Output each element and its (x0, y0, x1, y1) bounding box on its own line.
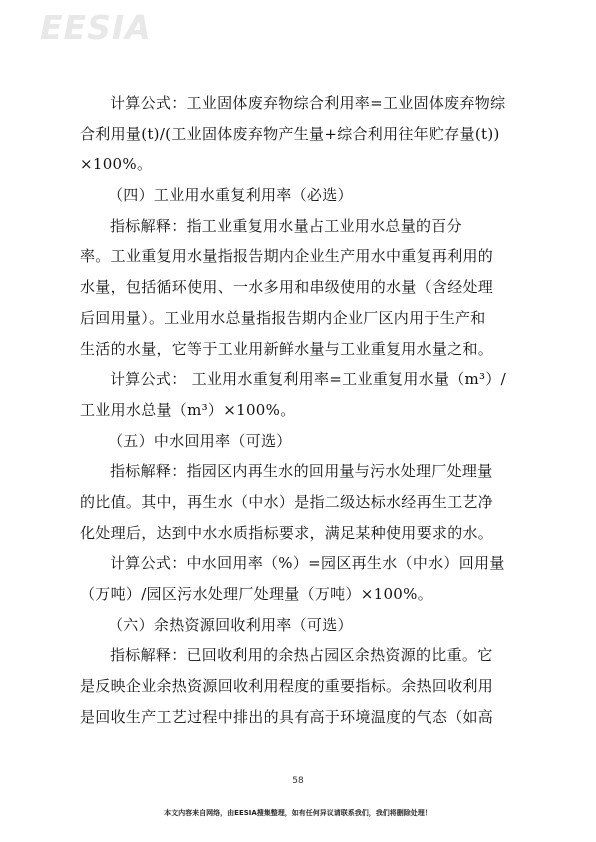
text-line: 后回用量）。工业用水总量指报告期内企业厂区内用于生产和 (80, 308, 486, 327)
section-heading: （四）工业用水重复利用率（必选） (108, 186, 353, 205)
text-line: 计算公式：中水回用率（%）=园区再生水（中水）回用量 (110, 554, 505, 573)
text-line: 是回收生产工艺过程中排出的具有高于环境温度的气态（如高 (80, 707, 494, 726)
section-heading: （六）余热资源回收利用率（可选） (108, 615, 353, 634)
eesia-logo: EESIA (40, 8, 152, 47)
page-number: 58 (292, 776, 304, 786)
text-line: 是反映企业余热资源回收利用程度的重要指标。余热回收利用 (80, 677, 494, 696)
text-line: 指标解释：指园区内再生水的回用量与污水处理厂处理量 (110, 462, 493, 481)
text-line: 计算公式： 工业用水重复利用率=工业重复用水量（m³）/ (110, 370, 507, 389)
text-line: 指标解释：已回收利用的余热占园区余热资源的比重。它 (110, 646, 493, 665)
text-line: 水量，包括循环使用、一水多用和串级使用的水量（含经处理 (80, 278, 494, 297)
text-line: 率。工业重复用水量指报告期内企业生产用水中重复再利用的 (80, 247, 494, 266)
text-line: 生活的水量，它等于工业用新鲜水量与工业重复用水量之和。 (80, 339, 494, 358)
text-line: 合利用量(t)/(工业固体废弃物产生量+综合利用往年贮存量(t)) (80, 124, 500, 143)
document-body (80, 88, 517, 732)
text-line: 化处理后，达到中水水质指标要求，满足某种使用要求的水。 (80, 523, 494, 542)
text-line: 的比值。其中，再生水（中水）是指二级达标水经再生工艺净 (80, 492, 494, 511)
text-line: 指标解释：指工业重复用水量占工业用水总量的百分 (110, 216, 462, 235)
text-line: ×100%。 (80, 155, 153, 174)
text-line: 工业用水总量（m³）×100%。 (80, 400, 296, 419)
text-line: （万吨）/园区污水处理厂处理量（万吨）×100%。 (80, 585, 434, 603)
footer-notice: 本文内容来自网络，由EESIA搜集整理，如有任何异议请联系我们，我们将删除处理！ (164, 809, 432, 817)
section-heading: （五）中水回用率（可选） (108, 431, 292, 450)
text-line: 计算公式：工业固体废弃物综合利用率=工业固体废弃物综 (110, 94, 506, 112)
